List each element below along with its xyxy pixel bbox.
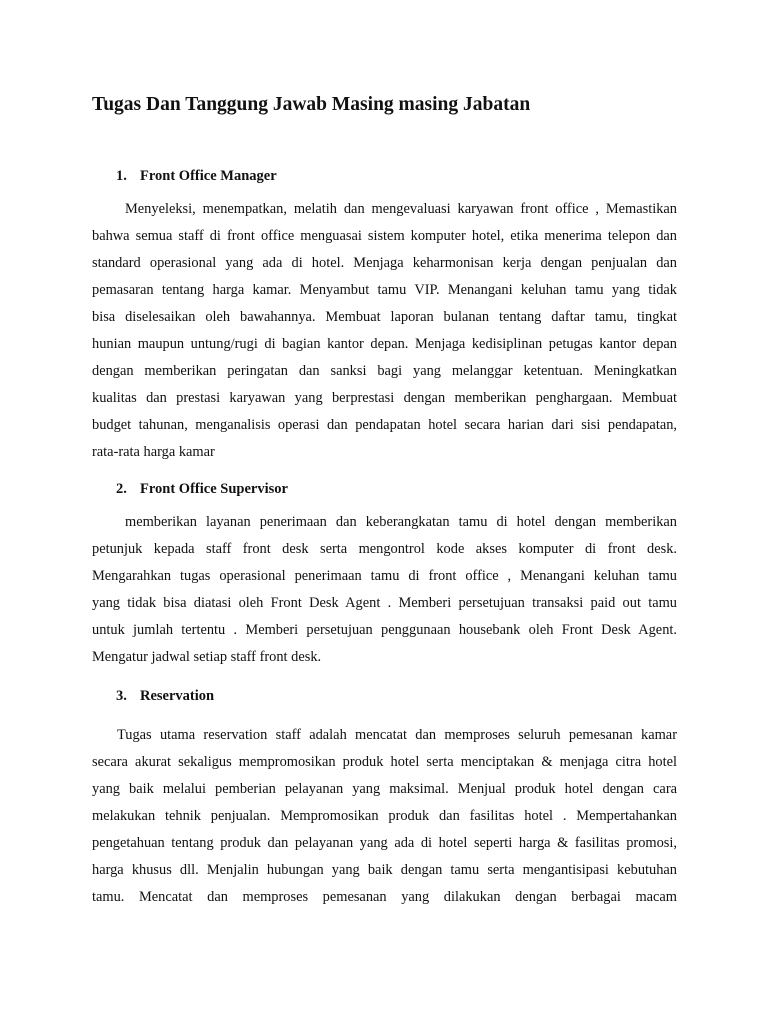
paragraph-line: dengan memberikan peringatan dan sanksi bagi yang melanggar ketentuan. Meningkatkan <box>92 363 677 379</box>
section-paragraph-front-office-manager <box>92 196 677 466</box>
paragraph-line: Tugas utama reservation staff adalah mencatat dan memproses seluruh pemesanan kamar <box>117 727 677 743</box>
paragraph-line: Mengarahkan tugas operasional penerimaan tamu di front office , Menangani keluhan tamu <box>92 568 677 584</box>
document-title: Tugas Dan Tanggung Jawab Masing masing Jabatan <box>92 94 531 115</box>
paragraph-line: pemasaran tentang harga kamar. Menyambut tamu VIP. Menangani keluhan tamu yang tidak <box>92 282 677 298</box>
paragraph-line: budget tahunan, menganalisis operasi dan pendapatan hotel secara harian dari sisi pendapatan, <box>92 417 677 433</box>
section-number: 1. <box>116 168 127 184</box>
paragraph-line: bisa diselesaikan oleh bawahannya. Membuat laporan bulanan tentang daftar tamu, tingkat <box>92 309 677 325</box>
section-paragraph-reservation <box>92 722 677 911</box>
paragraph-line: kualitas dan prestasi karyawan yang berprestasi dengan memberikan penghargaan. Membuat <box>92 390 677 406</box>
paragraph-line: secara akurat sekaligus mempromosikan produk hotel serta menciptakan & menjaga citra hotel <box>92 754 677 770</box>
section-paragraph-front-office-supervisor <box>92 509 677 671</box>
paragraph-line: bahwa semua staff di front office menguasai sistem komputer hotel, etika menerima telepon dan <box>92 228 677 244</box>
section-heading-reservation <box>116 686 214 706</box>
section-title: Front Office Supervisor <box>140 481 288 497</box>
paragraph-line: standard operasional yang ada di hotel. Menjaga keharmonisan kerja dengan penjualan dan <box>92 255 677 271</box>
paragraph-line: melakukan tehnik penjualan. Mempromosikan produk dan fasilitas hotel . Mempertahankan <box>92 808 677 824</box>
paragraph-line: tamu. Mencatat dan memproses pemesanan yang dilakukan dengan berbagai macam <box>92 889 677 905</box>
section-heading-front-office-supervisor <box>116 479 288 499</box>
section-title: Front Office Manager <box>140 168 277 184</box>
paragraph-line: harga khusus dll. Menjalin hubungan yang baik dengan tamu serta mengantisipasi kebutuhan <box>92 862 677 878</box>
section-title: Reservation <box>140 688 215 704</box>
paragraph-line: memberikan layanan penerimaan dan keberangkatan tamu di hotel dengan memberikan <box>125 514 677 530</box>
paragraph-line: yang baik melalui pemberian pelayanan yang maksimal. Menjual produk hotel dengan cara <box>92 781 677 797</box>
paragraph-line: hunian maupun untung/rugi di bagian kantor depan. Menjaga kedisiplinan petugas kantor depan <box>92 336 677 352</box>
paragraph-line: untuk jumlah tertentu . Memberi persetujuan penggunaan housebank oleh Front Desk Agent. <box>92 622 677 638</box>
paragraph-line: Mengatur jadwal setiap staff front desk. <box>92 649 322 665</box>
section-number: 2. <box>116 481 127 497</box>
paragraph-line: rata-rata harga kamar <box>92 444 215 460</box>
paragraph-line: Menyeleksi, menempatkan, melatih dan mengevaluasi karyawan front office , Memastikan <box>125 201 677 217</box>
paragraph-line: yang tidak bisa diatasi oleh Front Desk Agent . Memberi persetujuan transaksi paid out tamu <box>92 595 677 611</box>
section-number: 3. <box>116 688 127 704</box>
paragraph-line: petunjuk kepada staff front desk serta mengontrol kode akses komputer di front desk. <box>92 541 677 557</box>
paragraph-line: pengetahuan tentang produk dan pelayanan yang ada di hotel seperti harga & fasilitas promosi, <box>92 835 677 851</box>
section-heading-front-office-manager <box>116 166 277 186</box>
